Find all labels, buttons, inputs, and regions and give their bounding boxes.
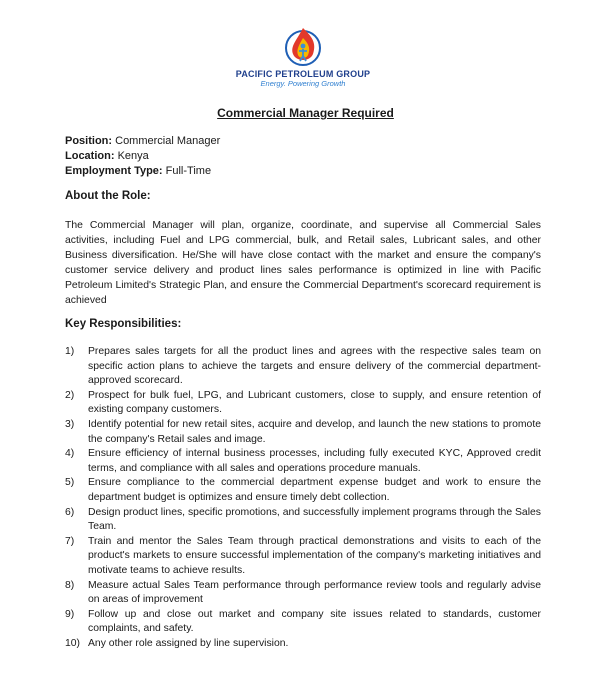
brand-tagline: Energy. Powering Growth bbox=[260, 79, 346, 88]
list-item bbox=[65, 579, 541, 608]
list-item-number: 1) bbox=[65, 346, 75, 357]
employment-value: Full-Time bbox=[165, 165, 212, 177]
list-item-text: Measure actual Sales Team performance through performance review tools and regularly advise on areas of improvement bbox=[88, 579, 541, 606]
responsibilities-list bbox=[65, 345, 541, 651]
list-item-number: 5) bbox=[65, 477, 75, 489]
position-row bbox=[65, 134, 220, 149]
list-item bbox=[65, 535, 541, 579]
list-item-text: Identify potential for new retail sites, acquire and develop, and launch the new stations to promote the company's Retail sales and image. bbox=[88, 418, 541, 445]
employment-row bbox=[65, 164, 220, 179]
company-logo bbox=[228, 24, 378, 96]
position-label: Position: bbox=[65, 135, 113, 147]
page-title: Commercial Manager Required bbox=[217, 106, 394, 120]
job-meta bbox=[65, 134, 220, 179]
position-value: Commercial Manager bbox=[115, 135, 221, 147]
list-item-number: 3) bbox=[65, 418, 75, 430]
about-heading: About the Role: bbox=[65, 190, 151, 202]
list-item-text: Any other role assigned by line supervision. bbox=[88, 637, 289, 649]
list-item-text: Follow up and close out market and company site issues related to standards, customer complaints, and safety. bbox=[88, 608, 541, 635]
list-item bbox=[65, 476, 541, 505]
list-item bbox=[65, 447, 541, 476]
employment-label: Employment Type: bbox=[65, 165, 163, 177]
list-item bbox=[65, 637, 541, 652]
list-item-text: Ensure efficiency of internal business processes, including fully executed KYC, Approved credit terms, and compliance with all sales and operations procedure manuals. bbox=[88, 448, 541, 474]
list-item-text: Train and mentor the Sales Team through practical demonstrations and visits to each of the product's markets to ensure successful implementation of the company's marketing initiatives and motivate teams to achieve results. bbox=[88, 535, 541, 576]
list-item-number: 10) bbox=[65, 637, 81, 649]
location-label: Location: bbox=[65, 150, 115, 162]
brand-name: PACIFIC PETROLEUM GROUP bbox=[235, 69, 371, 79]
location-value: Kenya bbox=[117, 150, 149, 162]
list-item-number: 8) bbox=[65, 579, 75, 591]
list-item bbox=[65, 506, 541, 535]
list-item-number: 4) bbox=[65, 448, 75, 460]
list-item-text: Design product lines, specific promotions, and successfully implement programs through the Sales Team. bbox=[88, 506, 541, 533]
list-item bbox=[65, 389, 541, 418]
list-item-number: 7) bbox=[65, 535, 75, 547]
list-item bbox=[65, 608, 541, 637]
location-row bbox=[65, 149, 220, 164]
flame-emblem-icon bbox=[281, 24, 325, 68]
about-paragraph: The Commercial Manager will plan, organize, coordinate, and supervise all Commercial Sales activities, including Fuel and LPG commercial, bulk, and Retail sales, Lubricant sales, and other Business diversification. He/She will have close contact with the market and ensure the company's customer service delivery and product lines sales performance is optimized in line with Pacific Petroleum Limited's Strategic Plan, and ensure the Commercial Department's scorecard requirement is achieved bbox=[65, 220, 541, 306]
list-item bbox=[65, 418, 541, 447]
list-item-number: 6) bbox=[65, 506, 75, 518]
list-item bbox=[65, 345, 541, 389]
list-item-number: 9) bbox=[65, 608, 75, 620]
responsibilities-heading: Key Responsibilities: bbox=[65, 318, 182, 330]
list-item-number: 2) bbox=[65, 389, 75, 401]
list-item-text: Prepares sales targets for all the product lines and agrees with the respective sales team on specific action plans to achieve the targets and ensure delivery of the commercial department-approved scorecard. bbox=[88, 346, 541, 387]
list-item-text: Ensure compliance to the commercial department expense budget and work to ensure the department budget is optimizes and ensure timely debt collection. bbox=[88, 477, 541, 503]
list-item-text: Prospect for bulk fuel, LPG, and Lubricant customers, close to supply, and ensure retention of existing company customers. bbox=[88, 389, 541, 416]
